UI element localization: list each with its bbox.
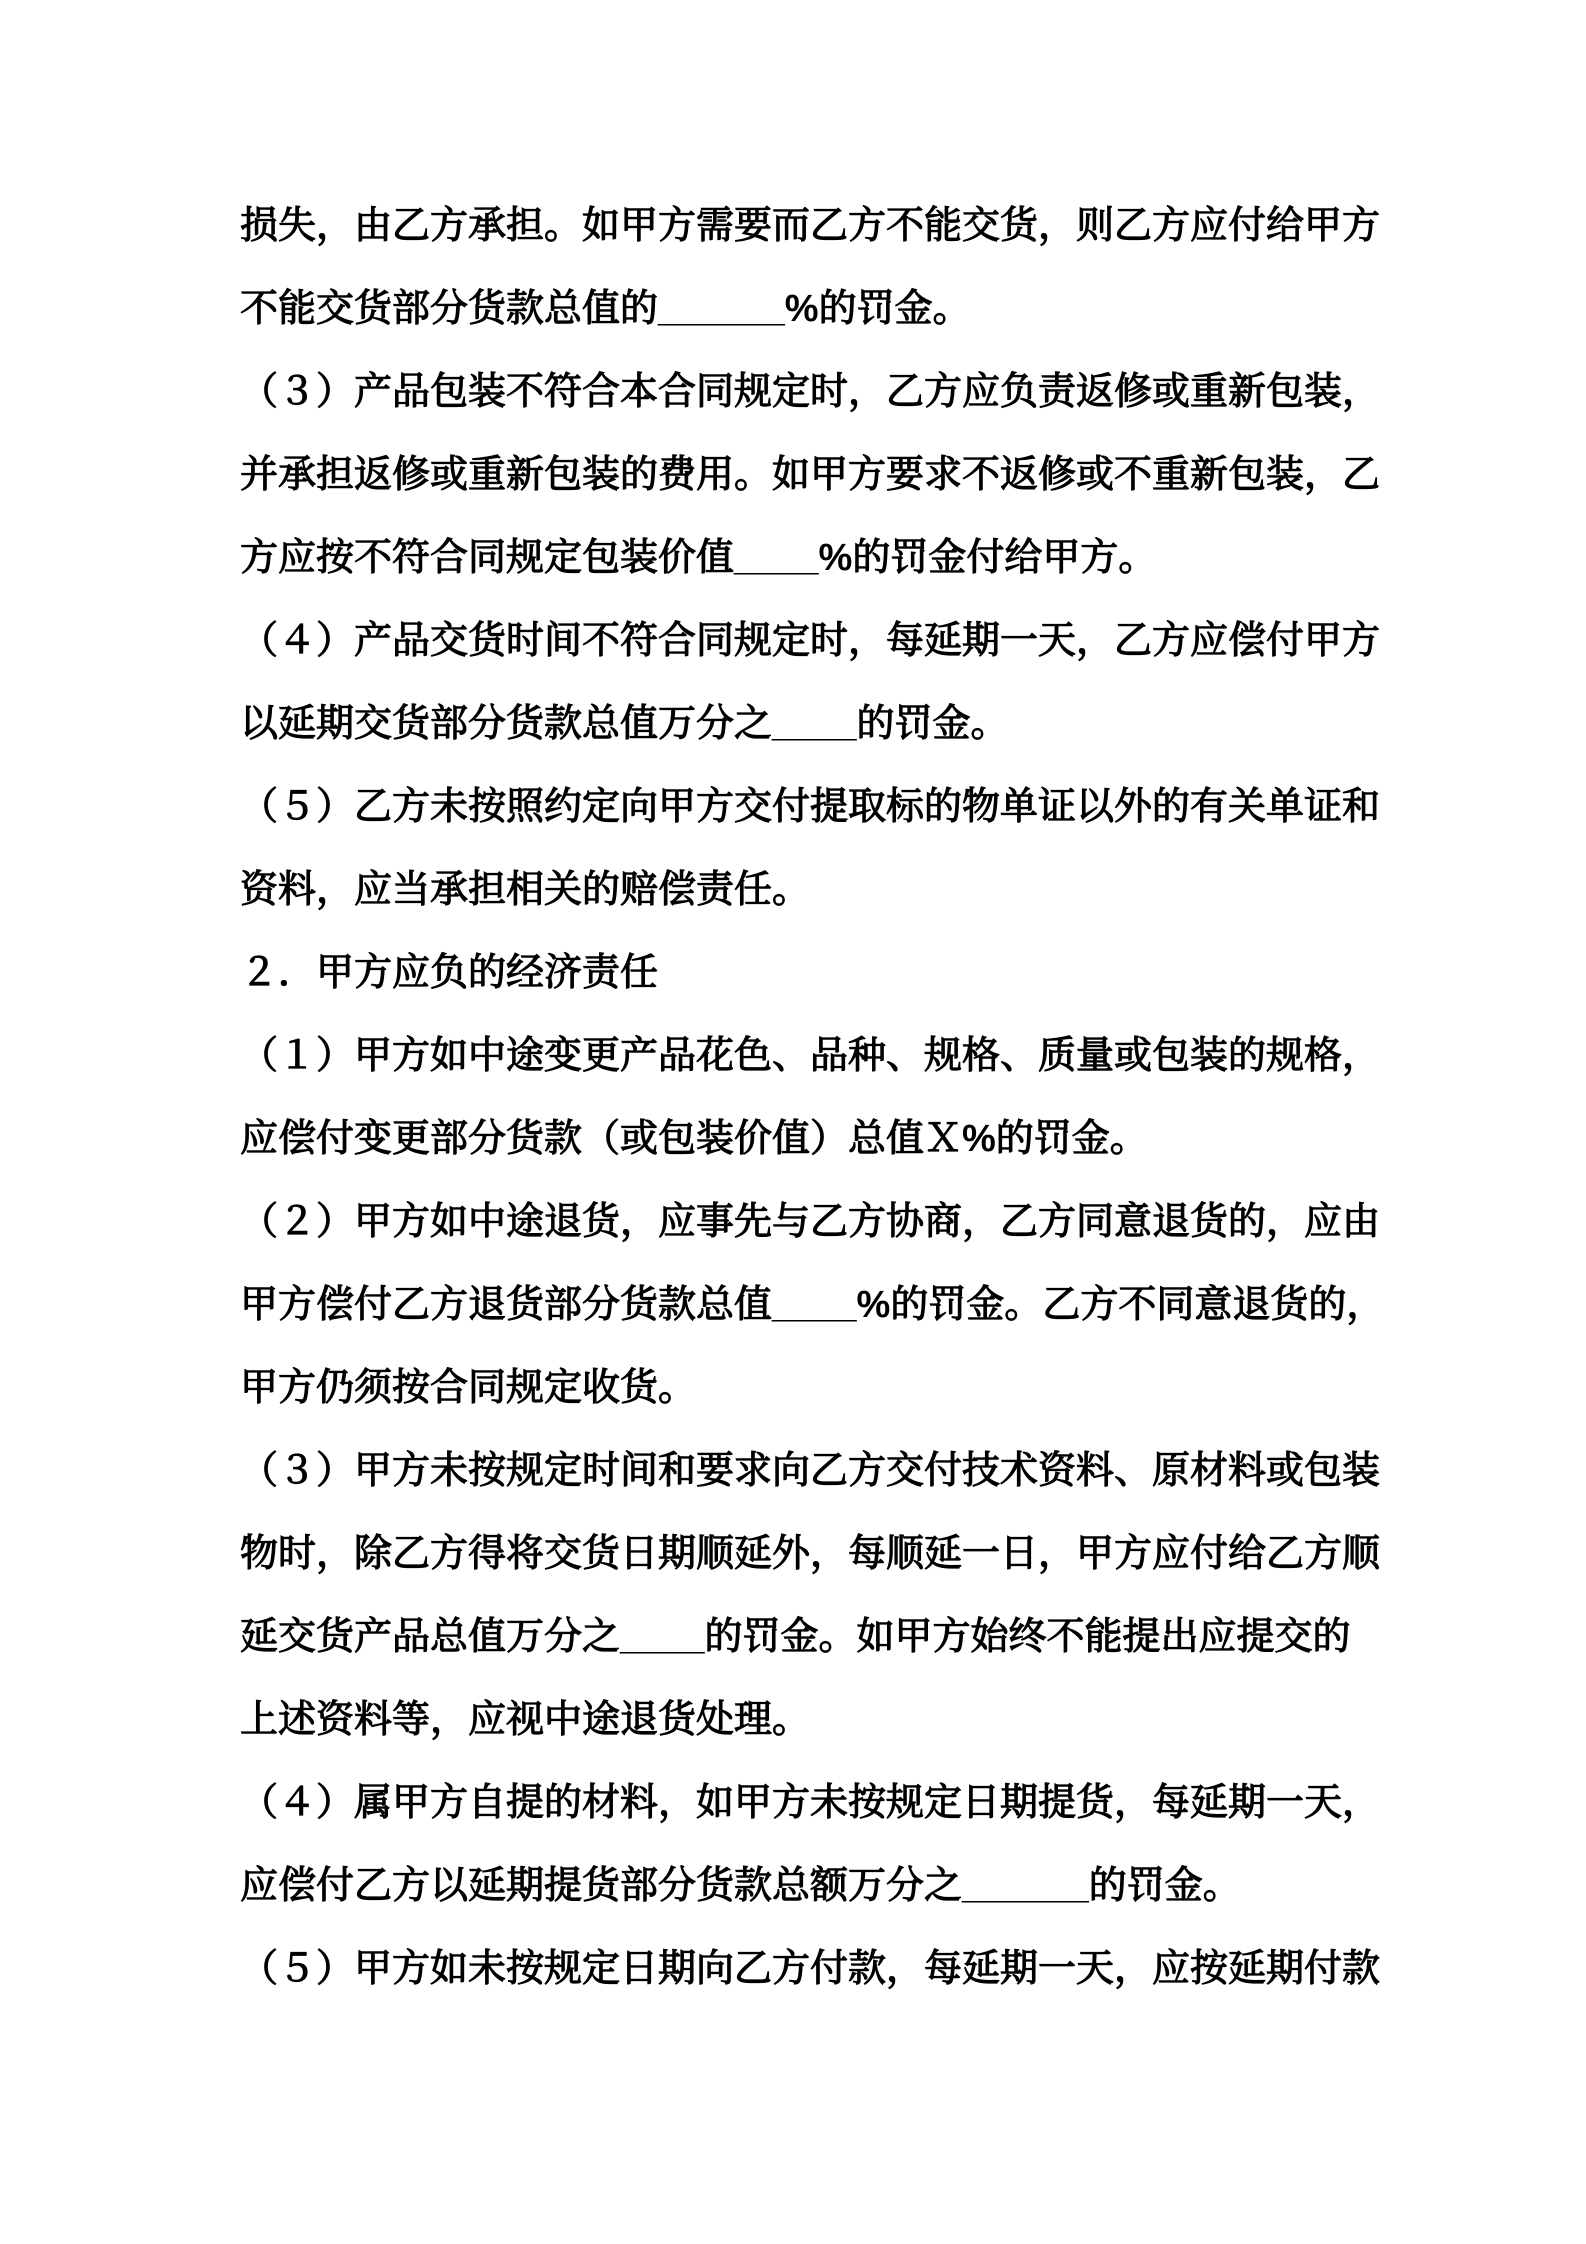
- contract-line: （５）甲方如未按规定日期向乙方付款，每延期一天，应按延期付款: [240, 1948, 1381, 1990]
- contract-line: 以延期交货部分货款总值万分之____的罚金。: [240, 703, 1009, 745]
- contract-line: （１）甲方如中途变更产品花色、品种、规格、质量或包装的规格，: [240, 1035, 1381, 1077]
- contract-line: 不能交货部分货款总值的______%的罚金。: [240, 288, 971, 330]
- contract-line: 损失，由乙方承担。如甲方需要而乙方不能交货，则乙方应付给甲方: [240, 205, 1381, 247]
- contract-line: （２）甲方如中途退货，应事先与乙方协商，乙方同意退货的，应由: [240, 1201, 1381, 1243]
- contract-line: 延交货产品总值万分之____的罚金。如甲方始终不能提出应提交的: [240, 1616, 1351, 1658]
- contract-line: 资料，应当承担相关的赔偿责任。: [240, 869, 811, 911]
- contract-line: 甲方偿付乙方退货部分货款总值____%的罚金。乙方不同意退货的，: [240, 1284, 1385, 1326]
- contract-line: 应偿付乙方以延期提货部分货款总额万分之______的罚金。: [240, 1865, 1241, 1907]
- contract-line: （４）属甲方自提的材料，如甲方未按规定日期提货，每延期一天，: [240, 1782, 1381, 1824]
- contract-line: （４）产品交货时间不符合同规定时，每延期一天，乙方应偿付甲方: [240, 620, 1381, 662]
- contract-line: 甲方仍须按合同规定收货。: [240, 1367, 697, 1409]
- contract-section-heading: ２．甲方应负的经济责任: [240, 952, 659, 994]
- contract-line: 物时，除乙方得将交货日期顺延外，每顺延一日，甲方应付给乙方顺: [240, 1533, 1381, 1575]
- contract-line: 方应按不符合同规定包装价值____%的罚金付给甲方。: [240, 537, 1157, 579]
- contract-line: 并承担返修或重新包装的费用。如甲方要求不返修或不重新包装，乙: [240, 454, 1381, 496]
- contract-line: （５）乙方未按照约定向甲方交付提取标的物单证以外的有关单证和: [240, 786, 1381, 828]
- contract-text-block: [240, 185, 1470, 2011]
- contract-line: （３）产品包装不符合本合同规定时，乙方应负责返修或重新包装，: [240, 371, 1381, 413]
- contract-line: 应偿付变更部分货款（或包装价值）总值Ｘ%的罚金。: [240, 1118, 1148, 1160]
- contract-line: （３）甲方未按规定时间和要求向乙方交付技术资料、原材料或包装: [240, 1450, 1381, 1492]
- contract-line: 上述资料等，应视中途退货处理。: [240, 1699, 811, 1741]
